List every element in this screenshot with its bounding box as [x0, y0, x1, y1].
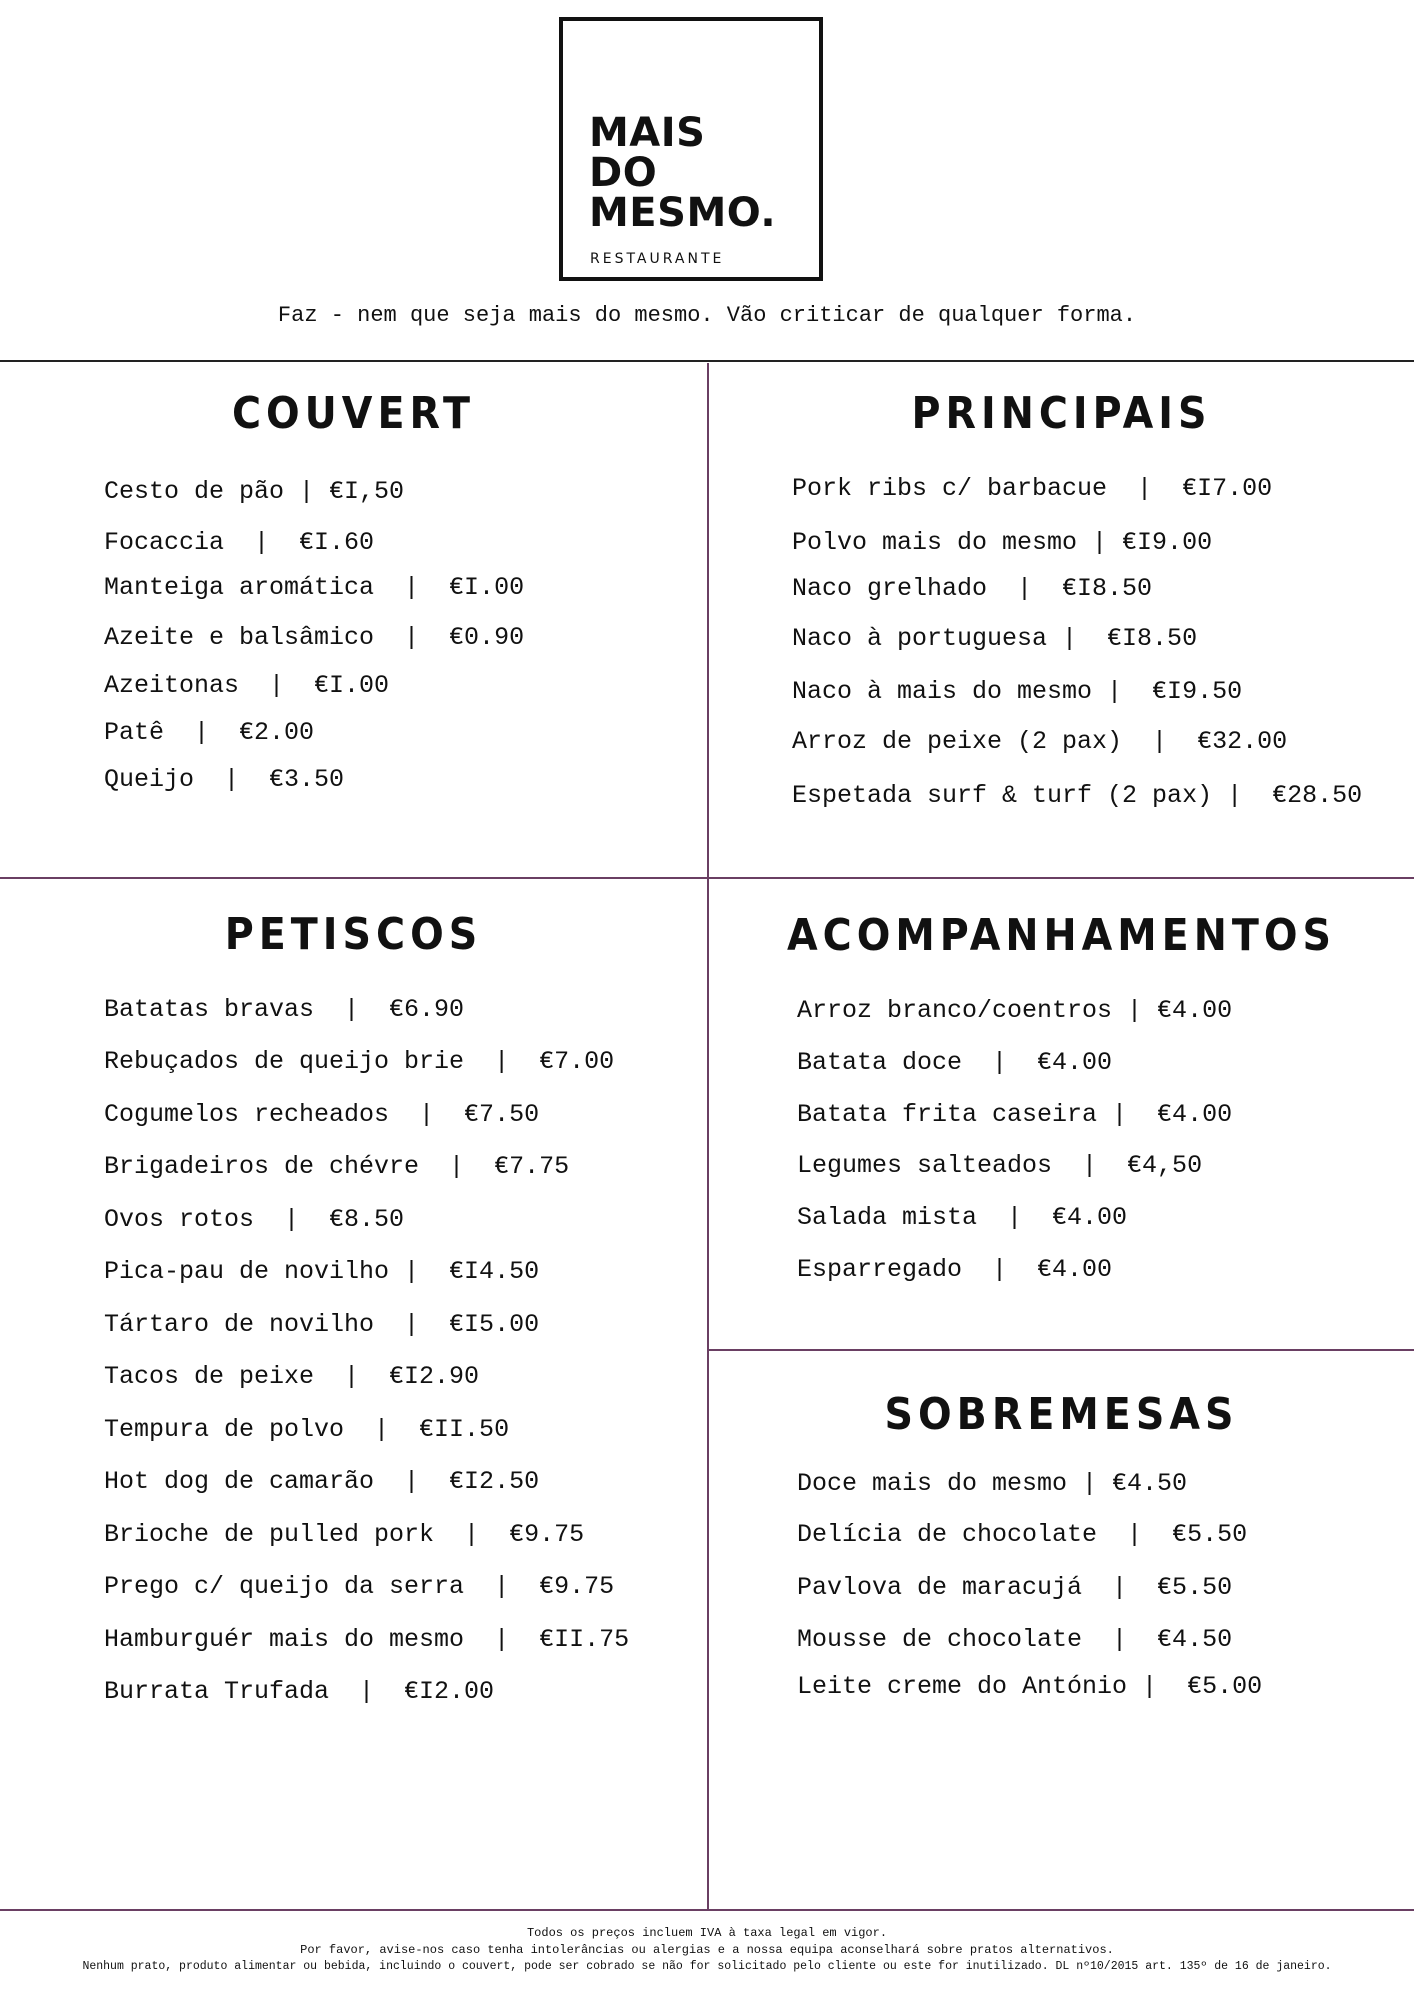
bottom-divider: [0, 1909, 1414, 1911]
sobremesas-item: Pavlova de maracujá | €5.50: [797, 1573, 1233, 1602]
petiscos-item: Prego c/ queijo da serra | €9.75: [104, 1572, 615, 1601]
petiscos-item: Hamburguér mais do mesmo | €II.75: [104, 1625, 630, 1654]
row-divider-right: [709, 1349, 1414, 1351]
acompanhamentos-item: Esparregado | €4.00: [797, 1255, 1113, 1284]
restaurant-logo: [559, 17, 823, 281]
acompanhamentos-item: Batata frita caseira | €4.00: [797, 1100, 1233, 1129]
principais-item: Pork ribs c/ barbacue | €I7.00: [792, 474, 1273, 503]
section-title-acompanhamentos: ACOMPANHAMENTOS: [787, 910, 1336, 961]
petiscos-item: Cogumelos recheados | €7.50: [104, 1100, 540, 1129]
couvert-item: Cesto de pão | €I,50: [104, 477, 405, 506]
section-title-couvert: COUVERT: [231, 388, 476, 439]
principais-item: Espetada surf & turf (2 pax) | €28.50: [792, 781, 1363, 810]
footer-legal-note: Nenhum prato, produto alimentar ou bebida, incluindo o couvert, pode ser cobrado se não for solicitado pelo cliente ou este for inutilizado. DL nº10/2015 art. 135º de 16 de janeiro.: [82, 1960, 1332, 1973]
principais-item: Arroz de peixe (2 pax) | €32.00: [792, 727, 1288, 756]
couvert-item: Manteiga aromática | €I.00: [104, 573, 525, 602]
sobremesas-item: Mousse de chocolate | €4.50: [797, 1625, 1233, 1654]
principais-item: Naco grelhado | €I8.50: [792, 574, 1153, 603]
logo-line-2: DO: [589, 150, 658, 196]
section-title-sobremesas: SOBREMESAS: [884, 1389, 1239, 1440]
sobremesas-item: Leite creme do António | €5.00: [797, 1672, 1263, 1701]
couvert-item: Azeitonas | €I.00: [104, 671, 390, 700]
principais-item: Naco à portuguesa | €I8.50: [792, 624, 1198, 653]
logo-line-1: MAIS: [589, 110, 706, 156]
footer-allergy-note: Por favor, avise-nos caso tenha intolerâncias ou alergias e a nossa equipa aconselhará sobre pratos alternativos.: [300, 1943, 1114, 1957]
top-divider: [0, 360, 1414, 362]
center-divider: [707, 363, 709, 1910]
couvert-item: Queijo | €3.50: [104, 765, 345, 794]
petiscos-item: Burrata Trufada | €I2.00: [104, 1677, 495, 1706]
section-title-petiscos: PETISCOS: [224, 909, 483, 960]
tagline: Faz - nem que seja mais do mesmo. Vão criticar de qualquer forma.: [277, 303, 1137, 328]
couvert-item: Focaccia | €I.60: [104, 528, 375, 557]
petiscos-item: Brigadeiros de chévre | €7.75: [104, 1152, 570, 1181]
acompanhamentos-item: Arroz branco/coentros | €4.00: [797, 996, 1233, 1025]
petiscos-item: Rebuçados de queijo brie | €7.00: [104, 1047, 615, 1076]
principais-item: Polvo mais do mesmo | €I9.00: [792, 528, 1213, 557]
sobremesas-item: Doce mais do mesmo | €4.50: [797, 1469, 1188, 1498]
petiscos-item: Ovos rotos | €8.50: [104, 1205, 405, 1234]
petiscos-item: Tempura de polvo | €II.50: [104, 1415, 510, 1444]
section-title-principais: PRINCIPAIS: [911, 388, 1212, 439]
principais-item: Naco à mais do mesmo | €I9.50: [792, 677, 1243, 706]
acompanhamentos-item: Batata doce | €4.00: [797, 1048, 1113, 1077]
petiscos-item: Batatas bravas | €6.90: [104, 995, 465, 1024]
footer-vat-note: Todos os preços incluem IVA à taxa legal em vigor.: [526, 1926, 888, 1940]
couvert-item: Patê | €2.00: [104, 718, 315, 747]
petiscos-item: Tártaro de novilho | €I5.00: [104, 1310, 540, 1339]
acompanhamentos-item: Salada mista | €4.00: [797, 1203, 1128, 1232]
petiscos-item: Tacos de peixe | €I2.90: [104, 1362, 480, 1391]
couvert-item: Azeite e balsâmico | €0.90: [104, 623, 525, 652]
logo-line-3: MESMO.: [589, 190, 777, 236]
row-divider-1: [0, 877, 1414, 879]
petiscos-item: Brioche de pulled pork | €9.75: [104, 1520, 585, 1549]
petiscos-item: Pica-pau de novilho | €I4.50: [104, 1257, 540, 1286]
acompanhamentos-item: Legumes salteados | €4,50: [797, 1151, 1203, 1180]
logo-subtitle: RESTAURANTE: [590, 251, 725, 267]
petiscos-item: Hot dog de camarão | €I2.50: [104, 1467, 540, 1496]
sobremesas-item: Delícia de chocolate | €5.50: [797, 1520, 1248, 1549]
